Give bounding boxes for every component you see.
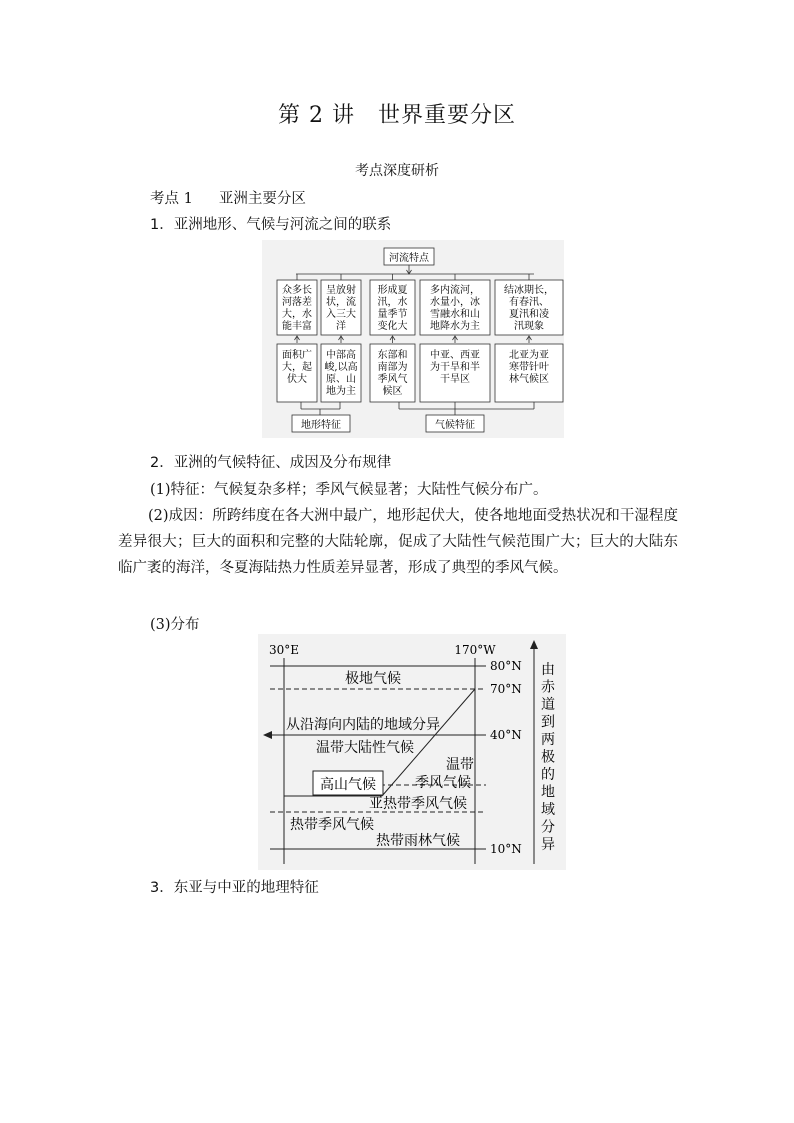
causes-label: (2)成因： [148, 508, 213, 524]
river-features-label: 河流特点 [389, 253, 429, 264]
features-label: (1)特征： [150, 482, 215, 498]
item1-number: 1． [150, 217, 174, 233]
side-text-char: 极 [541, 749, 555, 766]
tropical-rainforest-label: 热带雨林气候 [376, 833, 460, 849]
side-text-char: 分 [541, 819, 555, 836]
cause-box-line: 干旱区 [440, 374, 470, 385]
river-box-line: 汛，水 [377, 297, 408, 308]
river-box-line: 状，流 [326, 297, 356, 308]
item1-heading [150, 212, 391, 238]
features-line [150, 477, 548, 503]
topic-label: 考点 1 [150, 191, 193, 207]
lon-label-30e: 30°E [268, 643, 300, 657]
page-title: 第 2 讲 世界重要分区 [278, 103, 516, 128]
item1-text: 亚洲地形、气候与河流之间的联系 [173, 217, 392, 233]
topic-name: 亚洲主要分区 [218, 191, 306, 207]
terrain-features-label: 地形特征 [301, 420, 341, 431]
side-text-char: 两 [541, 732, 555, 748]
climate-distribution-diagram [258, 634, 566, 870]
temperate-continental-label: 温带大陆性气候 [316, 740, 414, 756]
causes-text: 所跨纬度在各大洲中最广，地形起伏大，使各地地面受热状况和干湿程度差异很大；巨大的面积和完整的大陆轮廓，促成了大陆性气候范围广大；巨大的大陆东临广袤的海洋，冬夏海陆热力性质差异显著，形成了典型的季风气候。 [118, 508, 678, 576]
side-text-char: 到 [541, 714, 555, 731]
river-box-line: 河落差 [282, 297, 312, 308]
temperate-monsoon-label-2: 季风气候 [415, 775, 471, 791]
cause-box-line: 林气候区 [509, 374, 549, 385]
river-box-line: 雪融水和山 [430, 309, 480, 320]
river-box-line: 量季节 [377, 309, 408, 320]
side-text-char: 由 [541, 662, 555, 678]
cause-box-line: 寒带针叶 [509, 362, 549, 373]
river-box-line: 入三大 [326, 309, 356, 320]
subtropical-monsoon-label: 亚热带季风气候 [369, 796, 467, 812]
cause-box-line: 地为主 [326, 386, 356, 397]
cause-box-line: 中部高 [326, 350, 356, 361]
polar-climate-label: 极地气候 [345, 671, 401, 687]
cause-box-line: 面积广 [282, 350, 312, 361]
river-box-line: 夏汛和凌 [509, 309, 549, 320]
lat-label-10: 10°N [490, 842, 522, 856]
river-box-line: 能丰富 [282, 321, 312, 332]
river-box-line: 汛现象 [514, 321, 544, 332]
coast-inland-label: 从沿海向内陆的地域分异 [286, 717, 440, 733]
item3-number: 3． [150, 880, 174, 896]
cause-box-line: 南部为 [377, 362, 408, 373]
cause-box-line: 候区 [382, 386, 403, 397]
side-text-char: 的 [541, 767, 555, 783]
cause-box-line: 北亚为亚 [509, 350, 549, 361]
cause-box-line: 为干旱和半 [430, 362, 480, 373]
river-box-line: 形成夏 [377, 285, 408, 296]
item3-heading [150, 875, 319, 901]
cause-box-line: 峻,以高 [324, 362, 358, 373]
cause-box-line: 大，起 [282, 362, 312, 373]
lat-label-80: 80°N [490, 659, 522, 673]
river-box-line: 结冰期长， [504, 285, 554, 296]
river-box-line: 多内流河， [430, 285, 480, 296]
cause-box-line: 季风气 [377, 374, 408, 385]
cause-box-line: 伏大 [287, 374, 307, 385]
river-box-line: 大，水 [282, 309, 312, 320]
distribution-label: (3)分布 [150, 617, 200, 633]
side-text-char: 赤 [541, 679, 555, 696]
climate-features-label: 气候特征 [435, 420, 475, 431]
topic-heading [150, 186, 306, 212]
side-text-char: 域 [541, 802, 555, 818]
river-box-line: 地降水为主 [430, 321, 480, 332]
terrain-climate-river-diagram [262, 240, 564, 438]
side-text-char: 异 [541, 837, 555, 853]
side-text-char: 道 [541, 697, 555, 713]
highland-climate-label: 高山气候 [320, 777, 376, 793]
river-box-line: 有春汛、 [509, 297, 549, 308]
lat-label-70: 70°N [490, 682, 522, 696]
side-text [541, 662, 556, 853]
river-box-line: 变化大 [377, 321, 408, 332]
river-box-line: 洋 [336, 321, 346, 332]
lat-label-40: 40°N [490, 728, 522, 742]
item2-text: 亚洲的气候特征、成因及分布规律 [173, 455, 392, 471]
item3-text: 东亚与中亚的地理特征 [173, 880, 319, 896]
river-box-line: 众多长 [282, 285, 312, 296]
side-text-char: 地 [541, 784, 555, 801]
river-box-line: 呈放射 [326, 285, 356, 296]
item2-heading [150, 450, 391, 476]
cause-box-line: 中亚、西亚 [430, 350, 480, 361]
features-text: 气候复杂多样；季风气候显著；大陆性气候分布广。 [214, 482, 548, 498]
item2-number: 2． [150, 455, 174, 471]
lon-label-170w: 170°W [454, 643, 496, 657]
section-heading: 考点深度研析 [355, 163, 439, 179]
river-box-line: 水量小，冰 [430, 297, 480, 308]
cause-box-line: 原、山 [326, 374, 356, 385]
tropical-monsoon-label: 热带季风气候 [290, 817, 374, 833]
temperate-monsoon-label-1: 温带 [446, 757, 474, 773]
cause-box-line: 东部和 [377, 350, 408, 361]
causes-paragraph [118, 503, 678, 581]
